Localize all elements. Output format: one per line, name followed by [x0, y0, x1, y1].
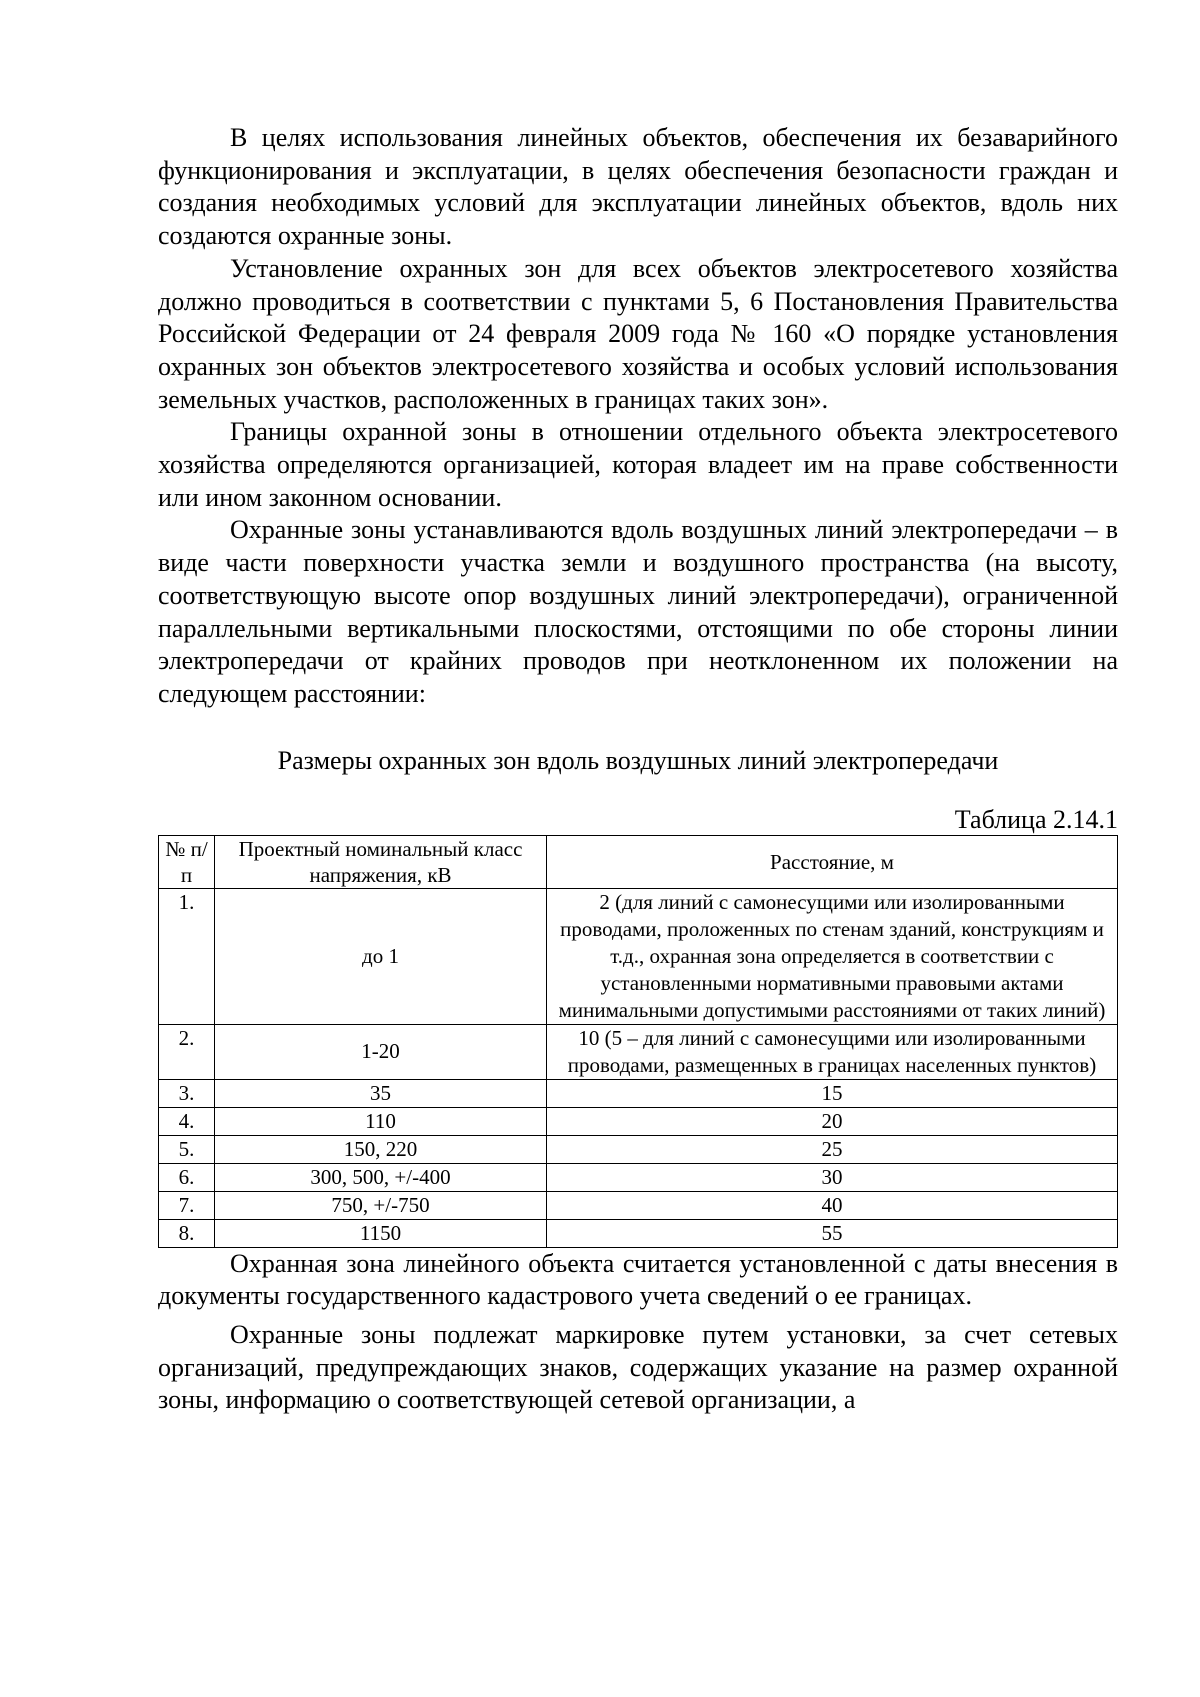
- table-row: [159, 1107, 1118, 1135]
- paragraph: В целях использования линейных объектов, обеспечения их безаварийного функционирования и эксплуатации, в целях обеспечения безопасности граждан и создания необходимых условий для эксплуатации линейных объектов, вдоль них создаются охранные зоны.: [158, 123, 1118, 251]
- cell-distance: 2 (для линий с самонесущими или изолированными проводами, проложенных по стенам зданий, конструкциям и т.д., охранная зона определяется в соответствии с установленными нормативными правовыми актами минимальными допустимыми расстояниями от таких линий): [547, 888, 1118, 1024]
- table-row: [159, 1219, 1118, 1247]
- cell-voltage: 1150: [215, 1219, 547, 1247]
- cell-voltage: 35: [215, 1079, 547, 1107]
- cell-num: 7.: [159, 1191, 215, 1219]
- table-number: Таблица 2.14.1: [954, 804, 1118, 834]
- paragraph: Охранные зоны устанавливаются вдоль воздушных линий электропередачи – в виде части поверхности участка земли и воздушного пространства (на высоту, соответствующую высоте опор воздушных линий электропередачи), ограниченной параллельными вертикальными плоскостями, отстоящими по обе стороны линии электропередачи от крайних проводов при неотклоненном их положении на следующем расстоянии:: [158, 515, 1118, 708]
- table-row: [159, 1191, 1118, 1219]
- paragraph: Охранная зона линейного объекта считается установленной с даты внесения в документы государственного кадастрового учета сведений о ее границах.: [158, 1248, 1118, 1311]
- cell-num: 4.: [159, 1107, 215, 1135]
- protection-zones-table: [158, 835, 1118, 1248]
- cell-num: 5.: [159, 1135, 215, 1163]
- cell-voltage: 110: [215, 1107, 547, 1135]
- header-distance: Расстояние, м: [547, 835, 1118, 888]
- cell-voltage: 1-20: [215, 1024, 547, 1079]
- document-page: [158, 122, 1118, 1417]
- table-header-row: [159, 835, 1118, 888]
- cell-voltage: до 1: [215, 888, 547, 1024]
- cell-num: 6.: [159, 1163, 215, 1191]
- cell-voltage: 300, 500, +/-400: [215, 1163, 547, 1191]
- paragraph: Установление охранных зон для всех объектов электросетевого хозяйства должно проводиться в соответствии с пунктами 5, 6 Постановления Правительства Российской Федерации от 24 февраля 2009 года № 160 «О порядке установления охранных зон объектов электросетевого хозяйства и особых условий использования земельных участков, расположенных в границах таких зон».: [158, 253, 1118, 414]
- table-row: [159, 1163, 1118, 1191]
- cell-distance: 30: [547, 1163, 1118, 1191]
- header-num: № п/п: [159, 835, 215, 888]
- table-row: [159, 1079, 1118, 1107]
- cell-voltage: 750, +/-750: [215, 1191, 547, 1219]
- paragraph: Границы охранной зоны в отношении отдельного объекта электросетевого хозяйства определяются организацией, которая владеет им на праве собственности или ином законном основании.: [158, 417, 1118, 512]
- cell-voltage: 150, 220: [215, 1135, 547, 1163]
- table-title: Размеры охранных зон вдоль воздушных линий электропередачи: [277, 745, 999, 775]
- table-row: [159, 888, 1118, 1024]
- header-voltage: Проектный номинальный класс напряжения, кВ: [215, 835, 547, 888]
- cell-num: 2.: [159, 1024, 215, 1079]
- cell-distance: 15: [547, 1079, 1118, 1107]
- cell-num: 1.: [159, 888, 215, 1024]
- table-row: [159, 1135, 1118, 1163]
- cell-num: 3.: [159, 1079, 215, 1107]
- cell-distance: 40: [547, 1191, 1118, 1219]
- table-row: [159, 1024, 1118, 1079]
- cell-distance: 25: [547, 1135, 1118, 1163]
- cell-num: 8.: [159, 1219, 215, 1247]
- cell-distance: 20: [547, 1107, 1118, 1135]
- paragraph: Охранные зоны подлежат маркировке путем установки, за счет сетевых организаций, предупреждающих знаков, содержащих указание на размер охранной зоны, информацию о соответствующей сетевой организации, а: [158, 1320, 1118, 1415]
- cell-distance: 55: [547, 1219, 1118, 1247]
- cell-distance: 10 (5 – для линий с самонесущими или изолированными проводами, размещенных в границах населенных пунктов): [547, 1024, 1118, 1079]
